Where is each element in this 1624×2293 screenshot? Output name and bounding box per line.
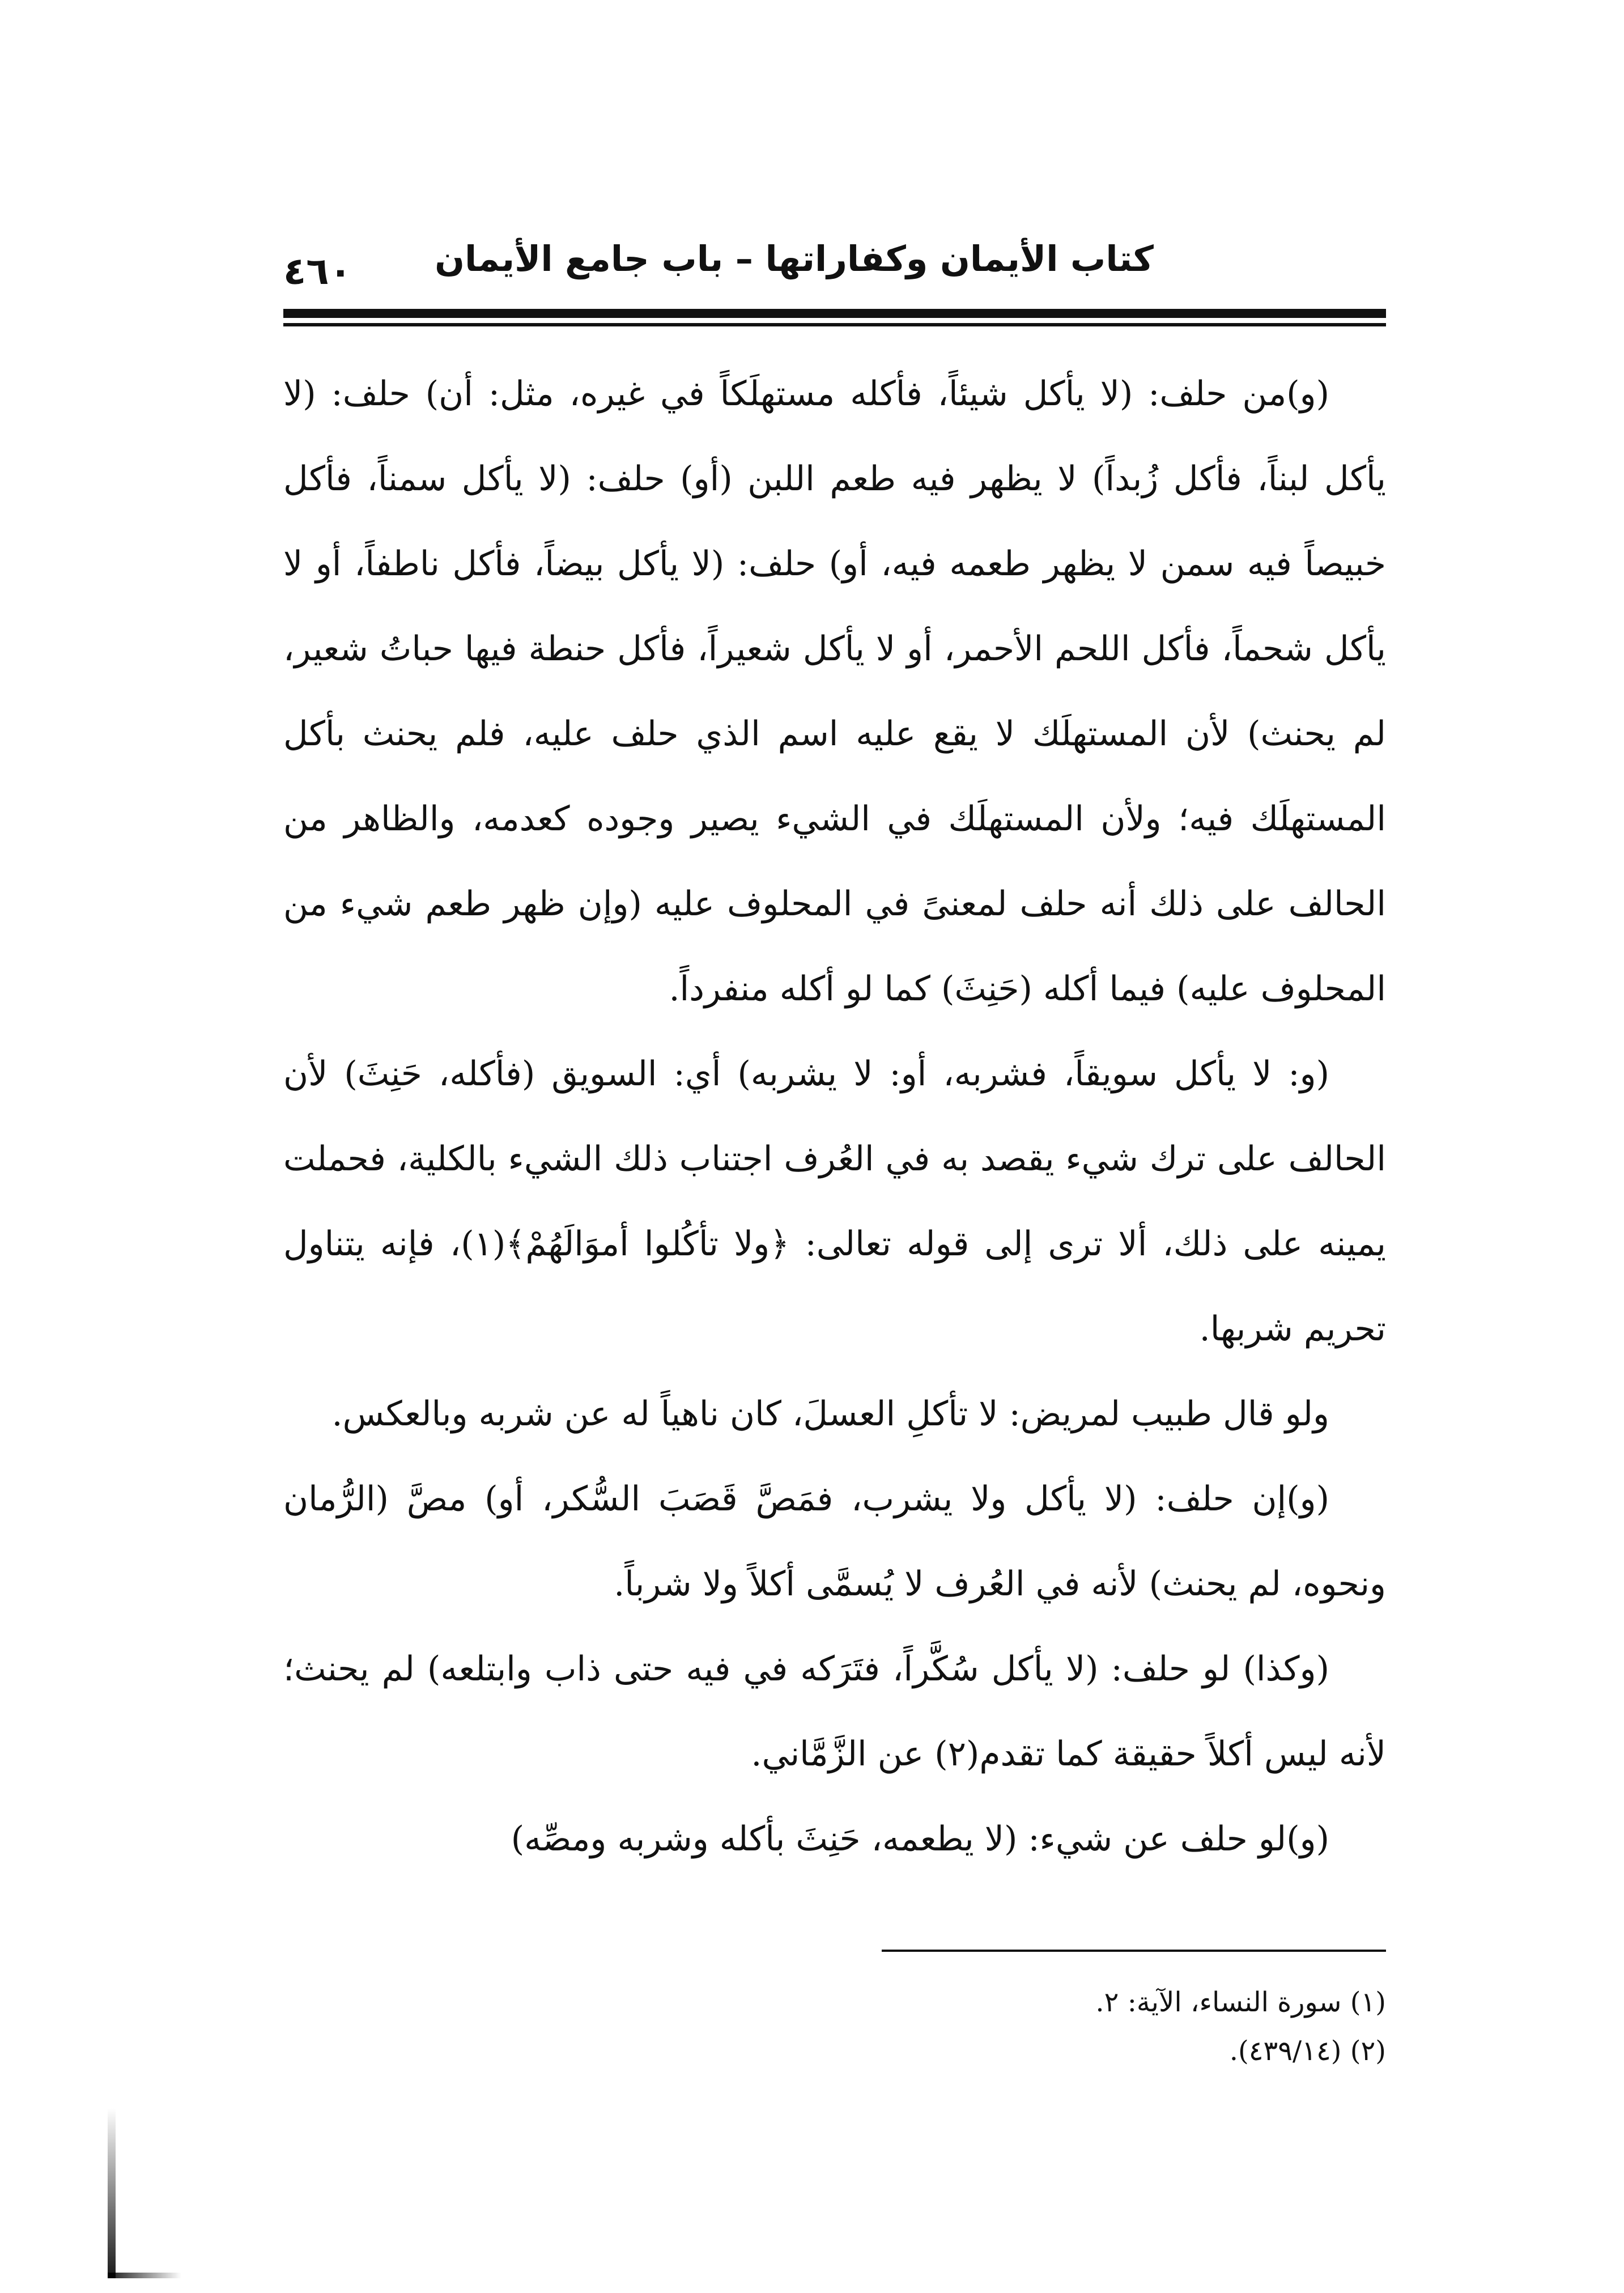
footnote-separator — [882, 1950, 1386, 1952]
footnote: (٢) (٤٣٩/١٤). — [1229, 2035, 1386, 2067]
running-title: كتاب الأيمان وكفاراتها – باب جامع الأيمان — [435, 238, 1154, 279]
footnotes — [737, 1978, 1386, 2075]
header-rule-thin — [283, 323, 1386, 326]
paragraph: (و)إن حلف: (لا يأكل ولا يشرب، فمَصَّ قَصَبَ السُّكر، أو) مصَّ (الرُّمان ونحوه، لم يحنث) لأنه في العُرف لا يُسمَّى أكلاً ولا شرباً. — [283, 1479, 1386, 1604]
paragraph: (و)لو حلف عن شيء: (لا يطعمه، حَنِثَ بأكله وشربه ومصِّه) — [511, 1819, 1329, 1859]
page-edge-shadow — [108, 2108, 116, 2278]
page-header — [283, 232, 1386, 329]
paragraph: (و)من حلف: (لا يأكل شيئاً، فأكله مستهلَكاً في غيره، مثل: أن) حلف: (لا يأكل لبناً، فأكل زُبداً) لا يظهر فيه طعم اللبن (أو) حلف: (لا يأكل سمناً، فأكل خبيصاً فيه سمن لا يظهر طعمه فيه، أو) حلف: (لا يأكل بيضاً، فأكل ناطفاً، أو لا يأكل شحماً، فأكل اللحم الأحمر، أو لا يأكل شعيراً، فأكل حنطة فيها حباتُ شعير، لم يحنث) لأن المستهلَك لا يقع عليه اسم الذي حلف عليه، فلم يحنث بأكل المستهلَك فيه؛ ولأن المستهلَك في الشيء يصير وجوده كعدمه، والظاهر من الحالف على ذلك أنه حلف لمعنىً في المحلوف عليه (وإن ظهر طعم شيء من المحلوف عليه) فيما أكله (حَنِثَ) كما لو أكله منفرداً. — [283, 374, 1386, 1009]
page-edge-corner — [108, 2273, 181, 2278]
paragraph: ولو قال طبيب لمريض: لا تأكلِ العسلَ، كان ناهياً له عن شربه وبالعكس. — [331, 1394, 1329, 1434]
paragraph: (وكذا) لو حلف: (لا يأكل سُكَّراً، فتَرَكه في فيه حتى ذاب وابتلعه) لم يحنث؛ لأنه ليس أكلاً حقيقة كما تقدم(٢) عن الزَّمَّاني. — [283, 1649, 1386, 1774]
footnote: (١) سورة النساء، الآية: ٢. — [1095, 1986, 1386, 2018]
main-text — [283, 351, 1386, 1882]
page-number: ٤٦٠ — [283, 249, 352, 293]
header-rule-thick — [283, 309, 1386, 318]
paragraph: (و: لا يأكل سويقاً، فشربه، أو: لا يشربه) أي: السويق (فأكله، حَنِثَ) لأن الحالف على ترك شيء يقصد به في العُرف اجتناب ذلك الشيء بالكلية، فحملت يمينه على ذلك، ألا ترى إلى قوله تعالى: ﴿ولا تأكُلوا أموَالَهُمْ﴾(١)، فإنه يتناول تحريم شربها. — [283, 1054, 1386, 1349]
